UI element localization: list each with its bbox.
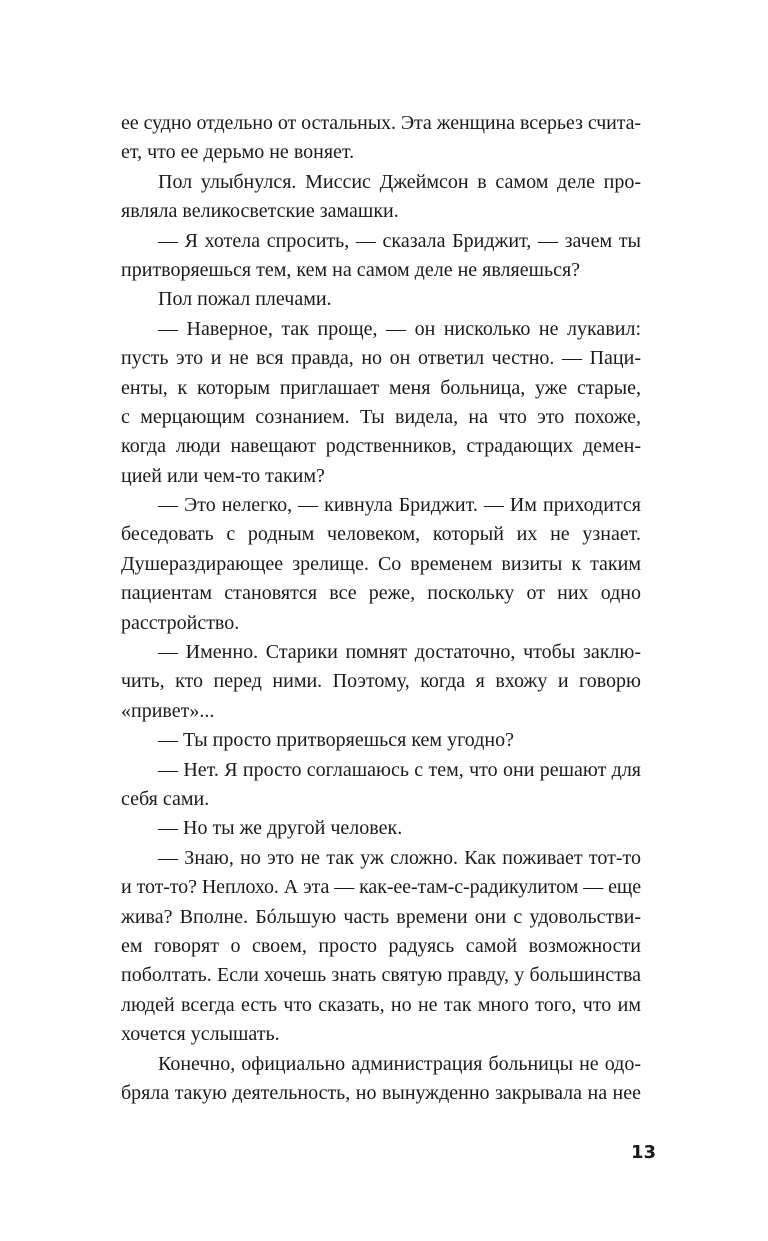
text-line: беседовать с родным человеком, который их не узнает. xyxy=(121,523,641,546)
text-line: хочется услышать. xyxy=(121,1023,280,1046)
text-line: — Знаю, но это не так уж сложно. Как поживает тот-то xyxy=(158,846,641,869)
text-line: притворяешься тем, кем на самом деле не являешься? xyxy=(121,258,581,281)
text-line: — Я хотела спросить, — сказала Бриджит, — зачем ты xyxy=(158,229,641,252)
text-line: цией или чем-то таким? xyxy=(121,464,325,487)
text-line: Пол пожал плечами. xyxy=(158,288,332,311)
text-line: — Нет. Я просто соглашаюсь с тем, что они решают для xyxy=(158,758,641,781)
text-line: — Это нелегко, — кивнула Бриджит. — Им приходится xyxy=(158,494,641,517)
text-line: расстройство. xyxy=(121,611,240,634)
text-line: ее судно отдельно от остальных. Эта женщина всерьез счита- xyxy=(121,112,641,134)
text-line: являла великосветские замашки. xyxy=(121,200,399,223)
text-line: — Наверное, так проще, — он нисколько не лукавил: xyxy=(158,317,641,340)
text-line: Пол улыбнулся. Миссис Джеймсон в самом деле про- xyxy=(158,170,641,193)
text-line: людей всегда есть что сказать, но не так много того, что им xyxy=(121,993,641,1016)
text-line: Душераздирающее зрелище. Со временем визиты к таким xyxy=(121,552,641,575)
text-line: бряла такую деятельность, но вынужденно закрывала на нее xyxy=(121,1081,641,1104)
text-line: чить, кто перед ними. Поэтому, когда я вхожу и говорю xyxy=(121,670,641,693)
text-line: Конечно, официально администрация больницы не одо- xyxy=(158,1052,641,1075)
text-line: — Но ты же другой человек. xyxy=(158,817,403,840)
text-line: — Ты просто притворяешься кем угодно? xyxy=(158,729,514,752)
body-text xyxy=(121,109,641,1108)
text-line: ем говорят о своем, просто радуясь самой возможности xyxy=(121,934,641,957)
text-line: и тот-то? Неплохо. А эта — как-ее-там-с-радикулитом — еще xyxy=(121,876,641,899)
text-line: жива? Вполне. Бóльшую часть времени они с удовольстви- xyxy=(121,905,641,928)
text-line: себя сами. xyxy=(121,787,210,810)
text-line: поболтать. Если хочешь знать святую правду, у большинства xyxy=(121,964,641,987)
text-line: ет, что ее дерьмо не воняет. xyxy=(121,141,355,164)
text-line: когда люди навещают родственников, страдающих демен- xyxy=(121,435,641,458)
text-line: «привет»... xyxy=(121,699,215,722)
text-line: пациентам становятся все реже, поскольку от них одно xyxy=(121,582,641,605)
text-line: — Именно. Старики помнят достаточно, чтобы заклю- xyxy=(158,641,641,664)
text-line: с мерцающим сознанием. Ты видела, на что это похоже, xyxy=(121,405,641,428)
text-line: енты, к которым приглашает меня больница, уже старые, xyxy=(121,376,641,399)
page-number: 13 xyxy=(630,1142,656,1163)
text-line: пусть это и не вся правда, но он ответил честно. — Паци- xyxy=(121,347,641,370)
